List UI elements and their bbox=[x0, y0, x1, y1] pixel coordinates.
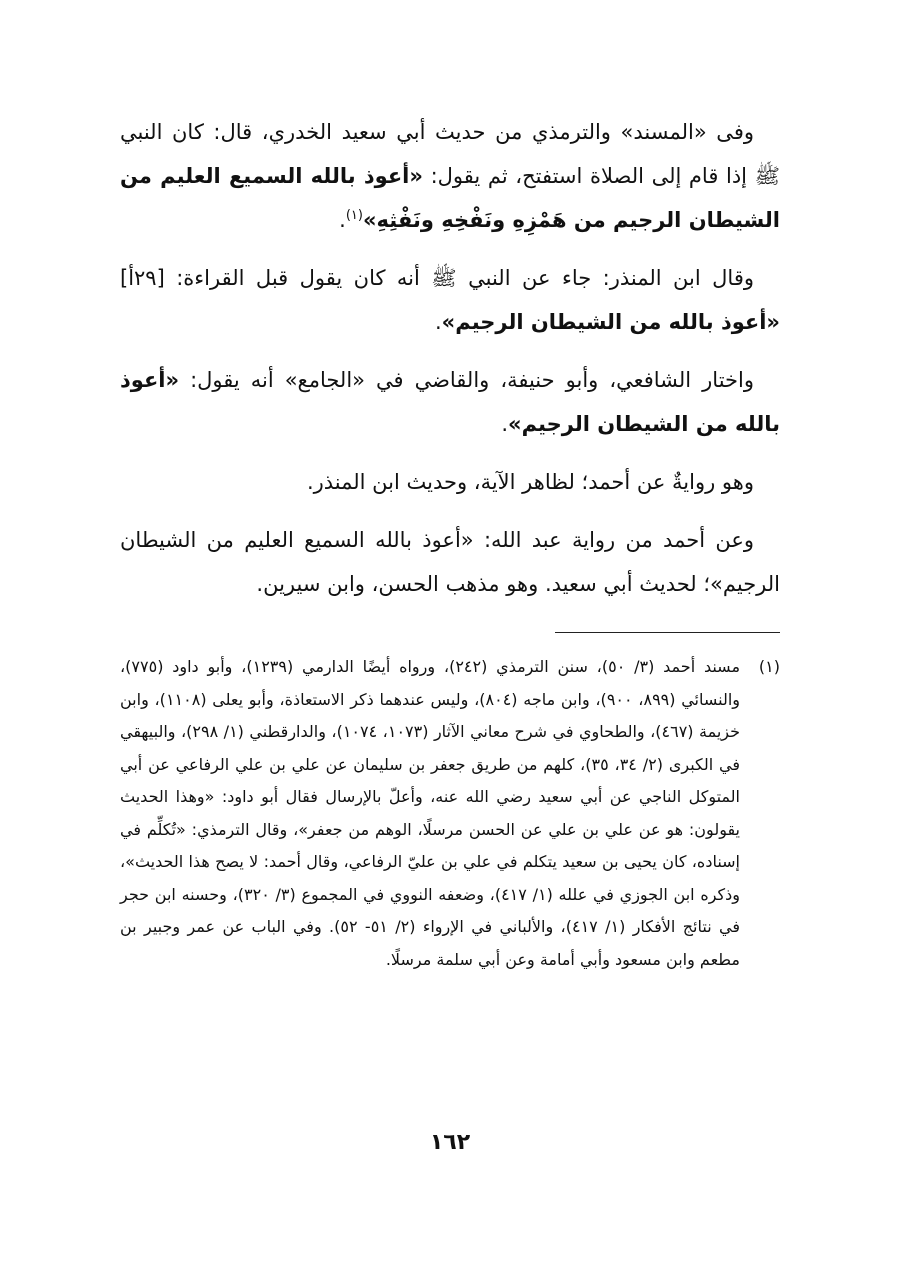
paragraph-3-text: واختار الشافعي، وأبو حنيفة، والقاضي في «الجامع» أنه يقول: bbox=[179, 368, 754, 392]
page-body bbox=[120, 110, 780, 976]
paragraph-1 bbox=[120, 110, 780, 242]
paragraph-5: وعن أحمد من رواية عبد الله: «أعوذ بالله السميع العليم من الشيطان الرجيم»؛ لحديث أبي سعيد. وهو مذهب الحسن، وابن سيرين. bbox=[120, 528, 780, 596]
paragraph-1-end: . bbox=[339, 208, 346, 232]
footnote-text: مسند أحمد (٣/ ٥٠)، سنن الترمذي (٢٤٢)، ورواه أيضًا الدارمي (١٢٣٩)، وأبو داود (٧٧٥)، والنسائي (٨٩٩، ٩٠٠)، وابن ماجه (٨٠٤)، وليس عندهما ذكر الاستعاذة، وأبو يعلى (١١٠٨)، وابن خزيمة (٤٦٧)، والطحاوي في شرح معاني الآثار (١٠٧٣، ١٠٧٤)، والدارقطني (١/ ٢٩٨)، والبيهقي في الكبرى (٢/ ٣٤، ٣٥)، كلهم من طريق جعفر بن سليمان عن علي بن علي الرفاعي عن أبي المتوكل الناجي عن أبي سعيد رضي الله عنه، وأعلّ بالإرسال فقال أبو داود: «وهذا الحديث يقولون: هو عن علي بن علي عن الحسن مرسلًا، الوهم من جعفر»، وقال الترمذي: «تُكلِّم في إسناده، كان يحيى بن سعيد يتكلم في علي بن عليّ الرفاعي، وقال أحمد: لا يصح هذا الحديث»، وذكره ابن الجوزي في علله (١/ ٤١٧)، وضعفه النووي في المجموع (٣/ ٣٢٠)، وحسنه ابن حجر في نتائج الأفكار (١/ ٤١٧)، والألباني في الإرواء (٢/ ٥١- ٥٢). وفي الباب عن عمر وجبير بن مطعم وابن مسعود وأبي أمامة وعن أبي سلمة مرسلًا. bbox=[120, 657, 741, 969]
paragraph-1-quote: «أعوذ بالله السميع العليم من الشيطان الرجيم من هَمْزِهِ ونَفْخِهِ ونَفْثِهِ» bbox=[120, 164, 780, 232]
paragraph-2-quote: «أعوذ بالله من الشيطان الرجيم» bbox=[441, 310, 780, 334]
footnote-divider bbox=[555, 632, 780, 633]
paragraph-2 bbox=[120, 256, 780, 344]
paragraph-2-text: وقال ابن المنذر: جاء عن النبي ﷺ أنه كان يقول قبل القراءة: [٢٩أ] bbox=[120, 266, 754, 290]
paragraph-3-quote: «أعوذ بالله من الشيطان الرجيم» bbox=[120, 368, 780, 436]
paragraph-4: وهو روايةٌ عن أحمد؛ لظاهر الآية، وحديث ابن المنذر. bbox=[306, 470, 754, 494]
paragraph-2-end: . bbox=[434, 310, 442, 334]
page-number: ١٦٢ bbox=[429, 1130, 471, 1155]
paragraph-3 bbox=[120, 358, 780, 446]
paragraph-1-text: وفى «المسند» والترمذي من حديث أبي سعيد الخدري، قال: كان النبي ﷺ إذا قام إلى الصلاة استفتح، ثم يقول: bbox=[120, 120, 780, 188]
paragraph-3-end: . bbox=[501, 412, 509, 436]
footnote-number: (١) bbox=[758, 657, 780, 676]
footnote bbox=[120, 651, 780, 976]
footnote-reference: (١) bbox=[345, 208, 363, 223]
